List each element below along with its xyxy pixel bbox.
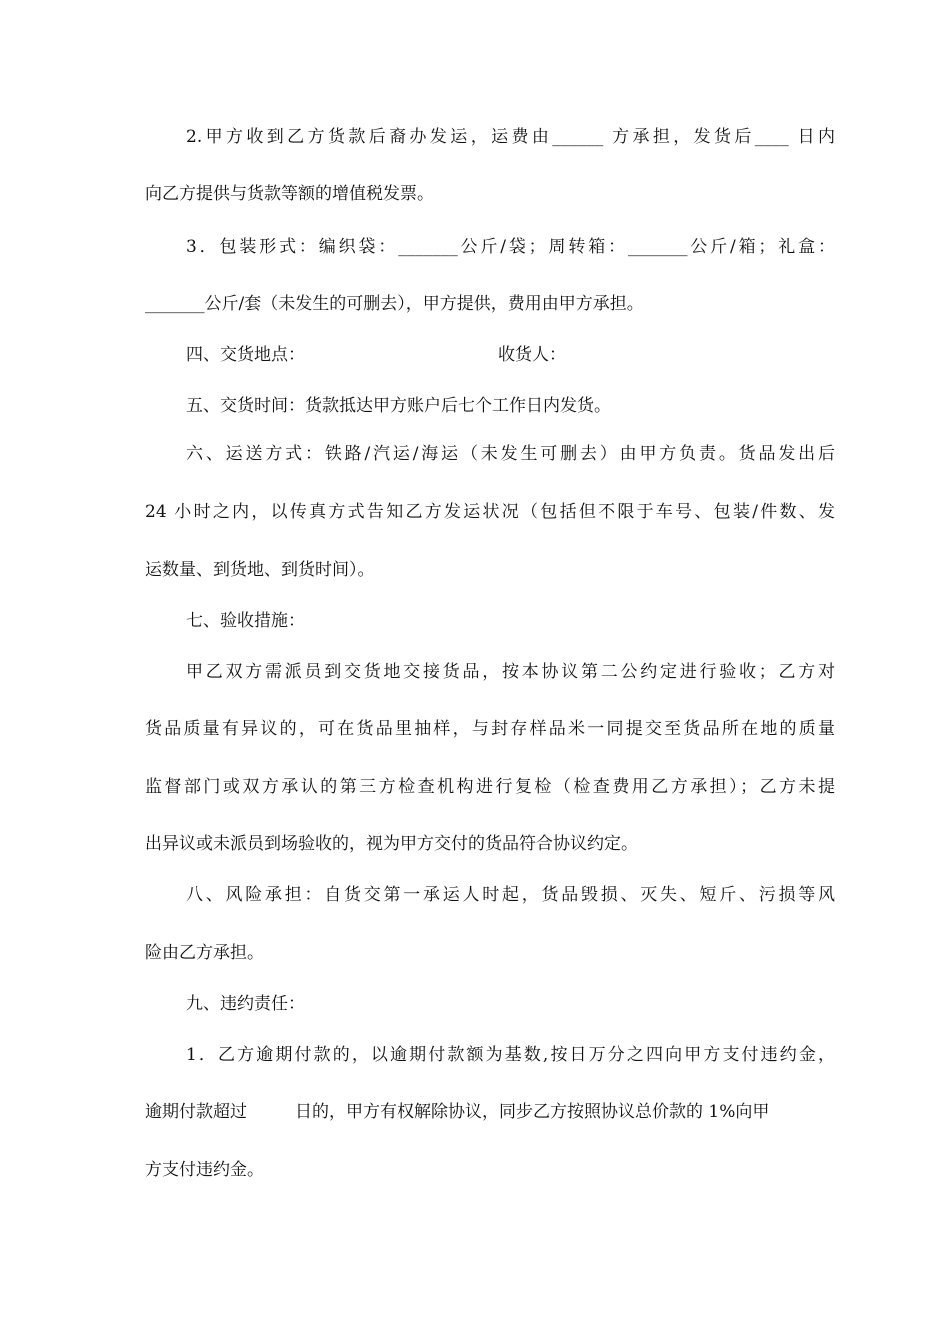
para-3-line-2: _______公斤/套（未发生的可删去），甲方提供，费用由甲方承担。 — [145, 294, 644, 314]
para-2-line-2: 向乙方提供与货款等额的增值税发票。 — [145, 184, 434, 204]
section-5-delivery-time: 五、交货时间：货款抵达甲方账户后七个工作日内发货。 — [186, 396, 611, 416]
delivery-location-label: 四、交货地点： — [186, 345, 305, 365]
section-7-line-2: 货品质量有异议的，可在货品里抽样，与封存样品米一同提交至货品所在地的质量 — [145, 719, 835, 739]
section-8-line-2: 险由乙方承担。 — [145, 943, 264, 963]
overdue-prefix: 逾期付款超过 — [145, 1102, 247, 1122]
section-7-line-4: 出异议或未派员到场验收的，视为甲方交付的货品符合协议约定。 — [145, 834, 638, 854]
section-7-heading: 七、验收措施： — [186, 611, 305, 631]
section-9-item-1-line-1: 1．乙方逾期付款的，以逾期付款额为基数,按日万分之四向甲方支付违约金， — [186, 1045, 835, 1065]
section-8-line-1: 八、风险承担：自货交第一承运人时起，货品毁损、灭失、短斤、污损等风 — [186, 885, 835, 905]
overdue-suffix: 日的，甲方有权解除协议，同步乙方按照协议总价款的 1%向甲 — [295, 1102, 770, 1122]
section-6-line-1: 六、运送方式：铁路/汽运/海运（未发生可删去）由甲方负责。货品发出后 — [186, 444, 835, 464]
para-2-line-1: 2.甲方收到乙方货款后裔办发运，运费由______ 方承担，发货后____ 日内 — [186, 127, 835, 147]
section-9-item-1-line-3: 方支付违约金。 — [145, 1160, 264, 1180]
para-3-line-1: 3．包装形式：编织袋：_______公斤/袋；周转箱：_______公斤/箱；礼盒： — [186, 237, 835, 257]
delivery-location-line — [186, 343, 835, 367]
section-6-line-2: 24 小时之内，以传真方式告知乙方发运状况（包括但不限于车号、包装/件数、发 — [145, 502, 835, 522]
consignee-label: 收货人： — [498, 345, 566, 365]
section-9-item-1-line-2 — [145, 1100, 835, 1124]
section-7-line-3: 监督部门或双方承认的第三方检查机构进行复检（检查费用乙方承担）；乙方未提 — [145, 777, 835, 797]
section-6-line-3: 运数量、到货地、到货时间）。 — [145, 560, 375, 580]
section-7-line-1: 甲乙双方需派员到交货地交接货品，按本协议第二公约定进行验收；乙方对 — [186, 662, 835, 682]
section-9-heading: 九、违约责任： — [186, 994, 305, 1014]
